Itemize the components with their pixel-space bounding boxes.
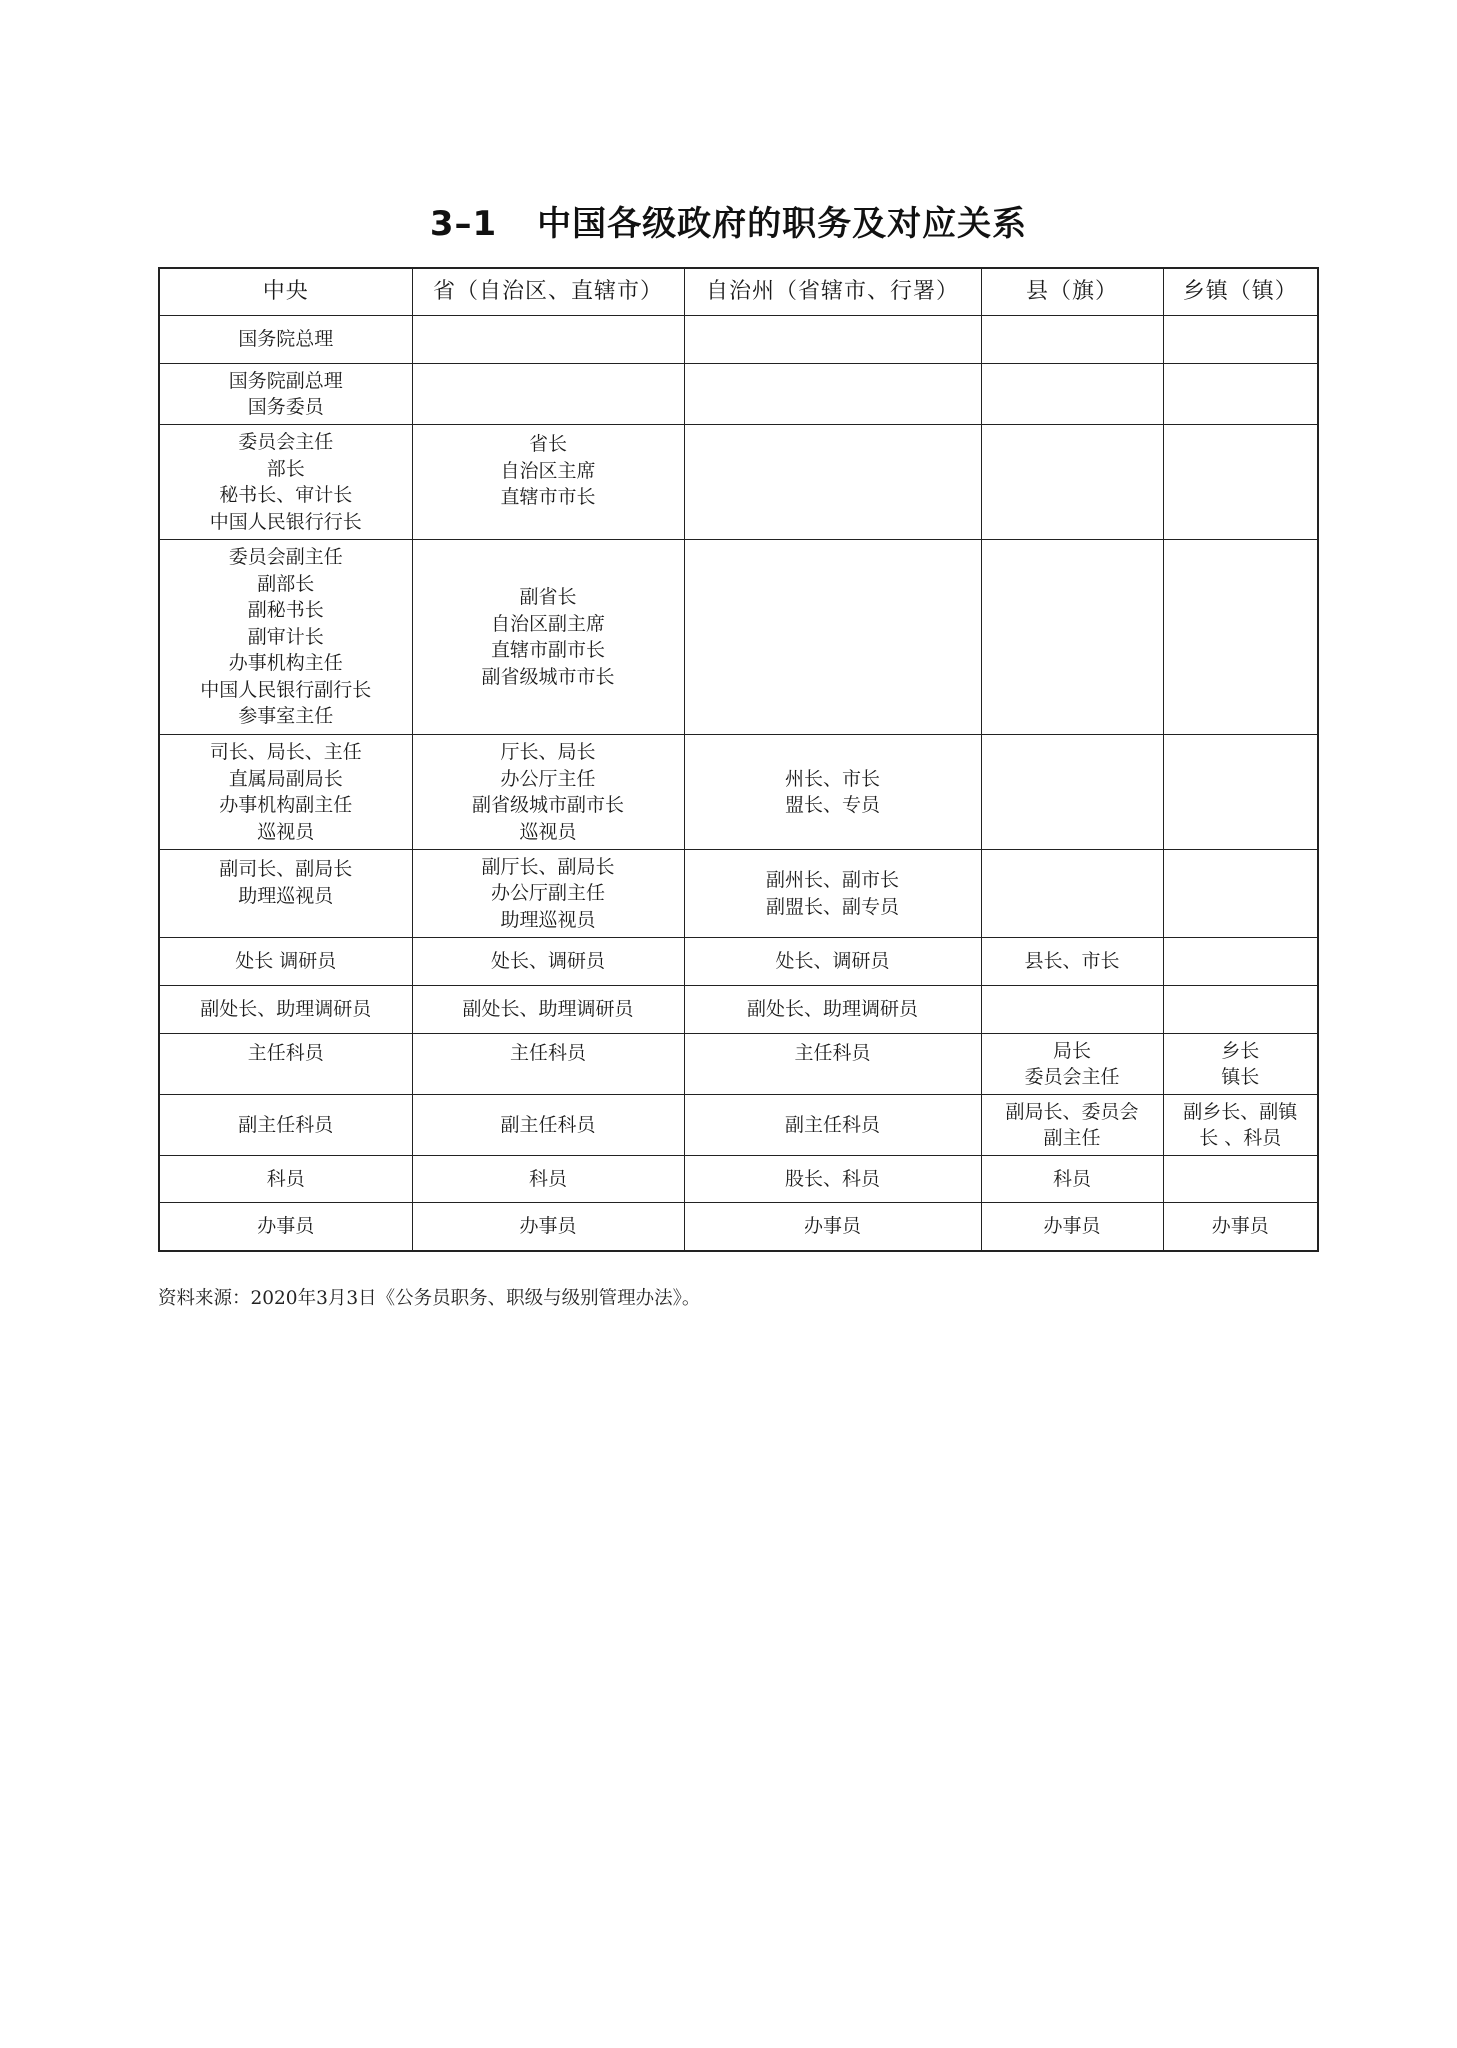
table-cell [684,364,981,425]
table-cell: 副处长、助理调研员 [412,986,684,1034]
table-cell: 国务院总理 [159,316,412,364]
table-cell: 办事员 [412,1203,684,1251]
table-title-text: 中国各级政府的职务及对应关系 [537,204,1028,244]
table-cell: 科员 [412,1156,684,1203]
table-cell: 厅长、局长 办公厅主任 副省级城市副市长 巡视员 [412,735,684,850]
table-cell: 副乡长、副镇 长 、科员 [1163,1095,1318,1156]
table-cell: 省长 自治区主席 直辖市市长 [412,425,684,540]
header-autonomous-prefecture: 自治州（省辖市、行署） [684,268,981,316]
rank-correspondence-table [158,267,1319,1252]
table-cell: 副州长、副市长 副盟长、副专员 [684,850,981,938]
table-cell: 处长、调研员 [684,938,981,986]
table-cell [1163,425,1318,540]
table-row [159,1156,1318,1203]
table-cell: 委员会主任 部长 秘书长、审计长 中国人民银行行长 [159,425,412,540]
table-cell: 办事员 [981,1203,1163,1251]
table-cell [981,986,1163,1034]
table-cell [1163,938,1318,986]
table-cell: 主任科员 [159,1034,412,1095]
table-cell [981,735,1163,850]
table-row [159,986,1318,1034]
table-row [159,850,1318,938]
table-cell [1163,540,1318,735]
table-row [159,735,1318,850]
header-central: 中央 [159,268,412,316]
table-cell: 办事员 [684,1203,981,1251]
table-cell [684,540,981,735]
table-cell: 副司长、副局长 助理巡视员 [159,850,412,938]
table-cell [1163,1156,1318,1203]
table-row [159,364,1318,425]
table-cell: 办事员 [159,1203,412,1251]
table-cell [981,316,1163,364]
table-row [159,425,1318,540]
header-county: 县（旗） [981,268,1163,316]
table-cell [1163,850,1318,938]
table-cell: 副主任科员 [684,1095,981,1156]
table-header-row [159,268,1318,316]
table-cell: 副省长 自治区副主席 直辖市副市长 副省级城市市长 [412,540,684,735]
table-cell: 处长、调研员 [412,938,684,986]
table-cell: 副局长、委员会 副主任 [981,1095,1163,1156]
table-cell [412,316,684,364]
table-cell [412,364,684,425]
header-township: 乡镇（镇） [1163,268,1318,316]
table-cell [684,425,981,540]
table-cell [981,850,1163,938]
table-cell: 州长、市长 盟长、专员 [684,735,981,850]
table-cell: 副处长、助理调研员 [684,986,981,1034]
table-cell: 科员 [159,1156,412,1203]
table-cell: 局长 委员会主任 [981,1034,1163,1095]
source-note: 资料来源：2020年3月3日《公务员职务、职级与级别管理办法》。 [158,1288,701,1309]
page-title [0,196,1457,245]
table-cell: 副处长、助理调研员 [159,986,412,1034]
table-cell: 乡长 镇长 [1163,1034,1318,1095]
table-cell [684,316,981,364]
table-row [159,1095,1318,1156]
table-row [159,316,1318,364]
table-cell: 县长、市长 [981,938,1163,986]
table-number: 3–1 [429,204,498,244]
table-cell: 处长 调研员 [159,938,412,986]
table-cell: 副主任科员 [159,1095,412,1156]
table-cell: 司长、局长、主任 直属局副局长 办事机构副主任 巡视员 [159,735,412,850]
table-cell: 办事员 [1163,1203,1318,1251]
header-province: 省（自治区、直辖市） [412,268,684,316]
table-cell [981,540,1163,735]
table-cell: 主任科员 [412,1034,684,1095]
table-cell [981,364,1163,425]
table-row [159,540,1318,735]
table-cell [1163,316,1318,364]
table-row [159,938,1318,986]
table-cell [1163,364,1318,425]
table-cell: 股长、科员 [684,1156,981,1203]
table-cell: 主任科员 [684,1034,981,1095]
table-cell: 科员 [981,1156,1163,1203]
table-cell: 副厅长、副局长 办公厅副主任 助理巡视员 [412,850,684,938]
table-cell: 国务院副总理 国务委员 [159,364,412,425]
table-row [159,1034,1318,1095]
table-cell [1163,986,1318,1034]
table-cell [981,425,1163,540]
table-cell [1163,735,1318,850]
table-cell: 委员会副主任 副部长 副秘书长 副审计长 办事机构主任 中国人民银行副行长 参事室主任 [159,540,412,735]
table-cell: 副主任科员 [412,1095,684,1156]
table-row [159,1203,1318,1251]
